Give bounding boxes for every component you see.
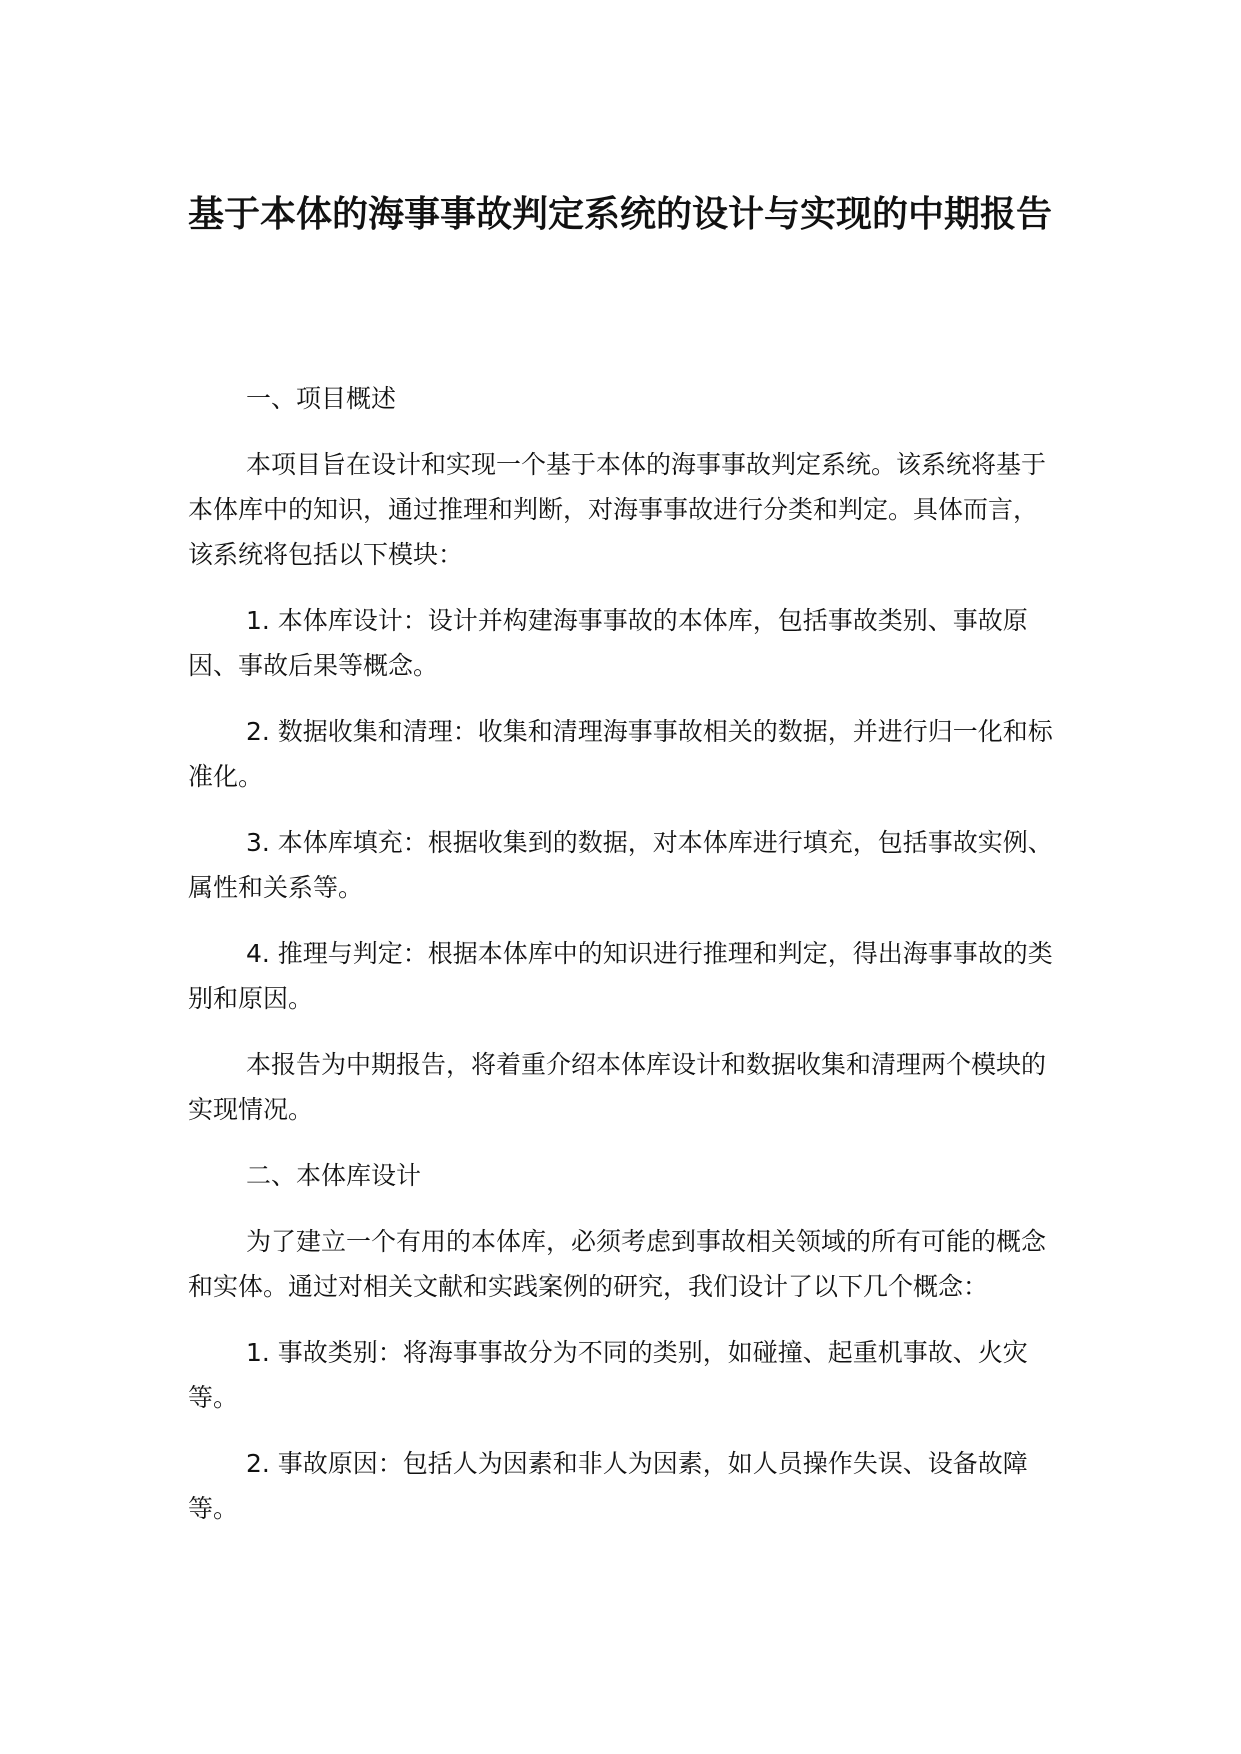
paragraph-report-scope: 本报告为中期报告，将着重介绍本体库设计和数据收集和清理两个模块的实现情况。 xyxy=(188,1050,1047,1124)
list-item-accident-cause: 2. 事故原因：包括人为因素和非人为因素，如人员操作失误、设备故障等。 xyxy=(188,1449,1028,1523)
section-heading-ontology-design: 二、本体库设计 xyxy=(246,1161,422,1190)
document-body xyxy=(188,376,1058,1552)
paragraph-intro: 本项目旨在设计和实现一个基于本体的海事事故判定系统。该系统将基于本体库中的知识，通过推理和判断，对海事事故进行分类和判定。具体而言，该系统将包括以下模块： xyxy=(188,450,1047,569)
paragraph-ontology-concepts: 为了建立一个有用的本体库，必须考虑到事故相关领域的所有可能的概念和实体。通过对相关文献和实践案例的研究，我们设计了以下几个概念： xyxy=(188,1227,1047,1301)
list-item-reasoning: 4. 推理与判定：根据本体库中的知识进行推理和判定，得出海事事故的类别和原因。 xyxy=(188,939,1053,1013)
list-item-accident-category: 1. 事故类别：将海事事故分为不同的类别，如碰撞、起重机事故、火灾等。 xyxy=(188,1338,1028,1412)
list-item-ontology-design: 1. 本体库设计：设计并构建海事事故的本体库，包括事故类别、事故原因、事故后果等概念。 xyxy=(188,606,1028,680)
document-title: 基于本体的海事事故判定系统的设计与实现的中期报告 xyxy=(187,194,1052,235)
section-heading-overview: 一、项目概述 xyxy=(246,384,397,413)
list-item-data-collection: 2. 数据收集和清理：收集和清理海事事故相关的数据，并进行归一化和标准化。 xyxy=(188,717,1053,791)
list-item-ontology-population: 3. 本体库填充：根据收集到的数据，对本体库进行填充，包括事故实例、属性和关系等。 xyxy=(188,828,1053,902)
